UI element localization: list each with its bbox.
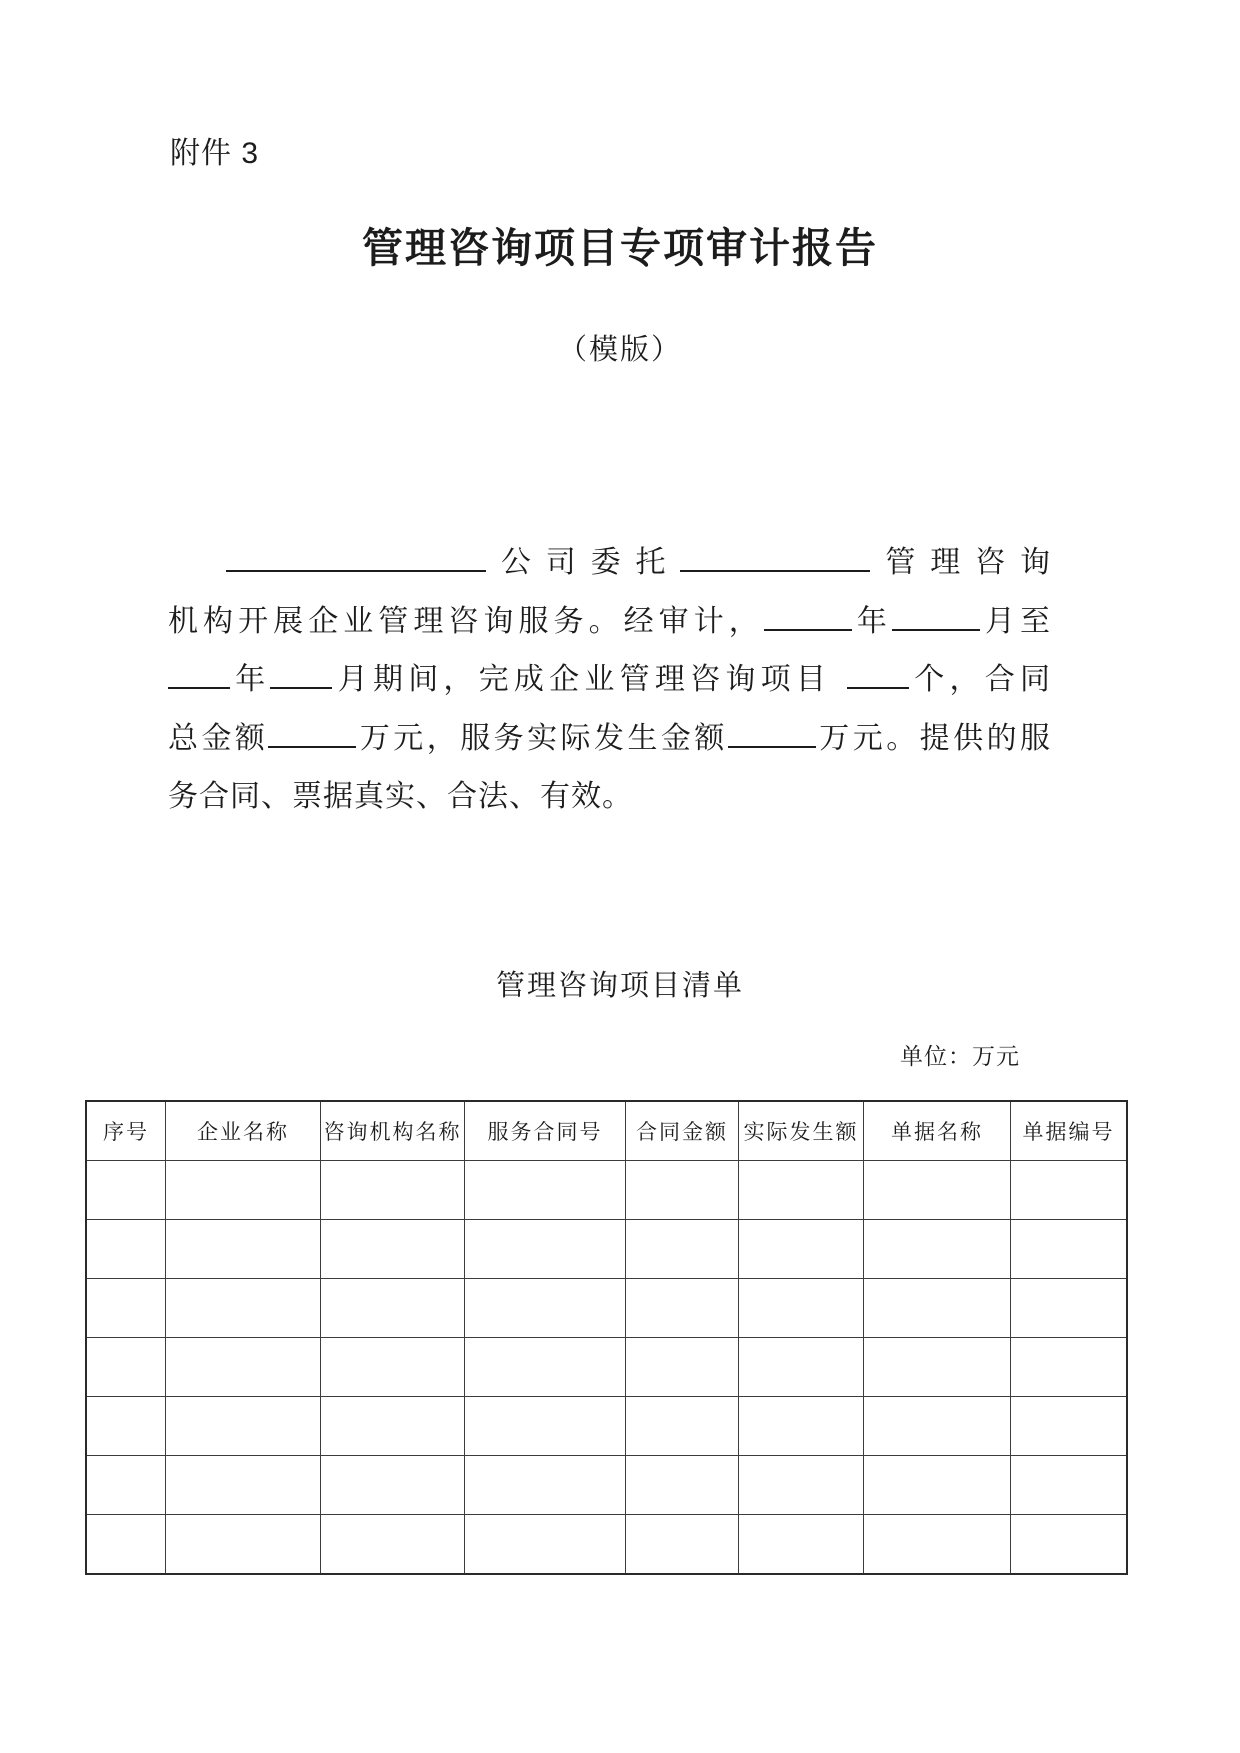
empty-cell (1011, 1220, 1128, 1279)
empty-cell (739, 1397, 864, 1456)
empty-cell (465, 1515, 626, 1575)
empty-cell (864, 1456, 1011, 1515)
empty-cell (739, 1338, 864, 1397)
empty-cell (626, 1338, 739, 1397)
empty-cell (626, 1220, 739, 1279)
empty-cell (166, 1161, 321, 1220)
table-row (86, 1161, 1127, 1220)
empty-cell (465, 1456, 626, 1515)
empty-cell (864, 1515, 1011, 1575)
table-row (86, 1279, 1127, 1338)
template-subtitle: （模版） (557, 334, 682, 366)
empty-cell (465, 1338, 626, 1397)
paragraph-line (168, 534, 1050, 593)
empty-cell (321, 1456, 465, 1515)
empty-cell (1011, 1338, 1128, 1397)
empty-cell (86, 1397, 166, 1456)
header-cell: 单据名称 (864, 1101, 1011, 1161)
paragraph-text: 月期间，完成企业管理咨询项目 (332, 663, 832, 696)
empty-cell (465, 1397, 626, 1456)
end-year-blank (168, 656, 230, 689)
empty-cell (465, 1220, 626, 1279)
paragraph-line (168, 768, 1050, 827)
table-row (86, 1397, 1127, 1456)
start-year-blank (764, 598, 852, 631)
empty-cell (739, 1161, 864, 1220)
header-cell: 咨询机构名称 (321, 1101, 465, 1161)
empty-cell (166, 1279, 321, 1338)
header-cell: 企业名称 (166, 1101, 321, 1161)
paragraph-text: 总金额 (168, 721, 269, 755)
empty-cell (86, 1338, 166, 1397)
company-name-blank (226, 539, 486, 572)
empty-cell (1011, 1279, 1128, 1338)
empty-cell (626, 1279, 739, 1338)
paragraph-text: 务合同、票据真实、合法、有效。 (168, 780, 633, 813)
empty-cell (86, 1161, 166, 1220)
empty-cell (166, 1220, 321, 1279)
empty-cell (321, 1515, 465, 1575)
paragraph-text: 管理咨询 (870, 546, 1051, 579)
start-month-blank (892, 598, 980, 631)
actual-amount-blank (728, 715, 816, 748)
consulting-agency-blank (680, 539, 870, 572)
page-title: 管理咨询项目专项审计报告 (362, 225, 878, 271)
empty-cell (1011, 1397, 1128, 1456)
paragraph-text: 个，合同 (909, 663, 1051, 696)
paragraph-text: 年 (851, 604, 892, 638)
table-row (86, 1515, 1127, 1575)
empty-cell (864, 1338, 1011, 1397)
header-cell: 序号 (86, 1101, 166, 1161)
contract-total-amount-blank (268, 715, 356, 748)
empty-cell (626, 1515, 739, 1575)
header-cell: 单据编号 (1011, 1101, 1128, 1161)
paragraph-text: 万元，服务实际发生金额 (356, 721, 728, 755)
empty-cell (626, 1397, 739, 1456)
table-header-row (86, 1101, 1127, 1161)
unit-note: 单位：万元 (900, 1044, 1020, 1069)
paragraph-text: 机构开展企业管理咨询服务。经审计， (168, 604, 764, 638)
empty-cell (86, 1279, 166, 1338)
empty-cell (739, 1515, 864, 1575)
project-count-blank (847, 656, 909, 689)
empty-cell (626, 1456, 739, 1515)
empty-cell (864, 1397, 1011, 1456)
empty-cell (465, 1161, 626, 1220)
empty-cell (864, 1279, 1011, 1338)
empty-cell (86, 1220, 166, 1279)
empty-cell (739, 1220, 864, 1279)
table-row (86, 1338, 1127, 1397)
empty-cell (1011, 1456, 1128, 1515)
empty-cell (86, 1515, 166, 1575)
table-row (86, 1456, 1127, 1515)
report-paragraph (168, 534, 1050, 827)
empty-cell (1011, 1515, 1128, 1575)
table-row (86, 1220, 1127, 1279)
paragraph-text: 年 (230, 663, 271, 696)
empty-cell (321, 1338, 465, 1397)
empty-cell (166, 1397, 321, 1456)
empty-cell (321, 1279, 465, 1338)
table-body (86, 1161, 1127, 1575)
empty-cell (321, 1161, 465, 1220)
paragraph-line (168, 593, 1050, 652)
table-header (86, 1101, 1127, 1161)
empty-cell (166, 1515, 321, 1575)
header-cell: 实际发生额 (739, 1101, 864, 1161)
empty-cell (739, 1279, 864, 1338)
header-cell: 合同金额 (626, 1101, 739, 1161)
paragraph-text: 月至 (979, 604, 1051, 638)
project-list-title: 管理咨询项目清单 (495, 970, 744, 1002)
empty-cell (864, 1220, 1011, 1279)
empty-cell (1011, 1161, 1128, 1220)
empty-cell (739, 1456, 864, 1515)
empty-cell (321, 1220, 465, 1279)
attachment-label: 附件 3 (170, 137, 260, 170)
empty-cell (166, 1456, 321, 1515)
paragraph-line (168, 710, 1050, 769)
empty-cell (864, 1161, 1011, 1220)
empty-cell (626, 1161, 739, 1220)
empty-cell (166, 1338, 321, 1397)
paragraph-line (168, 651, 1050, 710)
paragraph-text: 万元。提供的服 (815, 721, 1051, 755)
project-list-table (85, 1100, 1128, 1575)
header-cell: 服务合同号 (465, 1101, 626, 1161)
empty-cell (321, 1397, 465, 1456)
empty-cell (465, 1279, 626, 1338)
paragraph-text: 公司委托 (486, 546, 681, 579)
end-month-blank (270, 656, 332, 689)
empty-cell (86, 1456, 166, 1515)
